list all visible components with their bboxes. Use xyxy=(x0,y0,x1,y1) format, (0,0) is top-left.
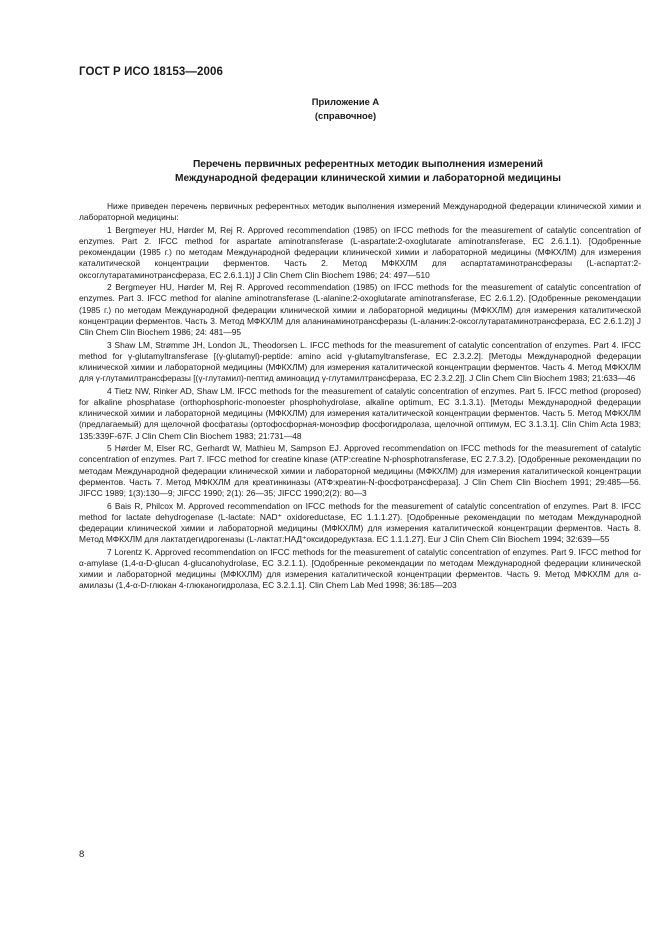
section-title-line-2: Международной федерации клинической химии и лабораторной медицины xyxy=(175,173,561,184)
reference-item-1: 1 Bergmeyer HU, Hørder M, Rej R. Approved recommendation (1985) on IFCC methods for the measurement of catalytic concentration of enzymes. Part 2. IFCC method for aspartate aminotransferase (L-aspartate:2-oxoglutarate aminotransferase, EC 2.6.1.1). [Одобренные рекомендации (1985 г.) по методам Международной федерации клинической химии и лабораторной медицины (МФКХЛМ) для измерения каталитической концентрации ферментов. Часть 2. Метод МФКХЛМ для аспартатаминотрансферазы (L-аспартат:2-оксоглутаратаминотрансфераза, ЕС 2.6.1.1)] J Clin Chem Clin Biochem 1986; 24: 497—510 xyxy=(79,224,641,280)
annex-subtitle: (справочное) xyxy=(314,110,377,121)
section-title xyxy=(79,158,639,186)
reference-item-5: 5 Hørder M, Elser RC, Gerhardt W, Mathieu M, Sampson EJ. Approved recommendation on IFCC methods for the measurement of catalytic concentration of enzymes. Part 7. IFCC method for creatine kinase (ATP:creatine N-phosphotransferase, EC 2.7.3.2). [Одобренные рекомендации по методам Международной федерации клинической химии и лабораторной медицины (МФКХЛМ) для измерения каталитической концентрации ферментов. Часть 7. Метод МФКХЛМ для креатинкиназы (АТФ:креатин-N-фосфотрансфераза]. J Clin Chem Clin Biochem 1991; 29:485—56. JIFCC 1989; 1(3):130—9; JIFCC 1990; 2(1): 26—35; JIFCC 1990;2(2): 80—3 xyxy=(79,443,641,499)
reference-list xyxy=(79,201,641,593)
reference-item-7: 7 Lorentz K. Approved recommendation on IFCC methods for the measurement of catalytic concentration of enzymes. Part 9. IFCC method for α-amylase (1,4-α-D-glucan 4-glucanohydrolase, EC 3.2.1.1). [Одобренные рекомендации по методам Международной федерации клинической химии и лабораторной медицины (МФКХЛМ) для измерения каталитической концентрации ферментов. Часть 9. Метод МФКХЛМ для α-амилазы (1,4-α-D-глюкан 4-глюканогидролаза, ЕС 3.2.1.1]. Clin Chem Lab Med 1998; 36:185—203 xyxy=(79,546,641,591)
reference-item-2: 2 Bergmeyer HU, Hørder M, Rej R. Approved recommendation (1985) on IFCC methods for the measurement of catalytic concentration of enzymes. Part 3. IFCC method for alanine aminotransferase (L-alanine:2-oxoglutarate aminotransferase, EC 2.6.1.2). [Одобренные рекомендации (1985 г.) по методам Международной федерации клинической химии и лабораторной медицины (МФКХЛМ) для измерения каталитической концентрации ферментов. Часть 3. Метод МФКХЛМ для аланинаминотрансферазы (L-аланин:2-оксоглутаратаминотрансфераза, ЕС 2.6.1.2)] J Clin Chem Clin Biochem 1986; 24: 481—95 xyxy=(79,282,641,338)
reference-item-3: 3 Shaw LM, Strømme JH, London JL, Theodorsen L. IFCC methods for the measurement of catalytic concentration of enzymes. Part 4. IFCC method for γ-glutamyltransferase [(γ-glutamyl)-peptide: amino acid γ-glutamyltransferase, EC 2.3.2.2]. [Методы Международной федерации клинической химии и лабораторной медицины (МФКХЛМ) для измерения каталитической концентрации ферментов. Часть 4. Метод МФКХЛМ для γ-глутамилтрансферазы [(γ-глутамил)-пептид аминоацид γ-глутамилтрансфераза, ЕС 2.3.2.2]]. J Clin Chem Clin Biochem 1983; 21:633—46 xyxy=(79,339,641,384)
document-code-header: ГОСТ Р ИСО 18153—2006 xyxy=(79,66,224,78)
section-title-line-1: Перечень первичных референтных методик выполнения измерений xyxy=(192,159,544,170)
annex-heading xyxy=(0,95,661,123)
intro-paragraph: Ниже приведен перечень первичных референтных методик выполнения измерений Международной федерации клинической химии и лабораторной медицины: xyxy=(79,201,641,223)
reference-item-4: 4 Tietz NW, Rinker AD, Shaw LM. IFCC methods for the measurement of catalytic concentration of enzymes. Part 5. IFCC method (proposed) for alkaline phosphatase (orthophosphoric-monoester phosphohydrolase, alkaline optimum, EC 3.1.3.1). [Методы Международной федерации клинической химии и лабораторной медицины (МФКХЛМ) для измерения каталитической концентрации ферментов. Часть 5. Метод МФКХЛМ (предлагаемый) для щелочной фосфатазы (ортофосфорная-моноэфир фосфогидролаза, щелочной оптимум, ЕС 3.1.3.1]. Clin Chim Acta 1983; 135:339F-67F. J Clin Chem Clin Biochem 1983; 21:731—48 xyxy=(79,385,641,441)
reference-item-6: 6 Bais R, Philcox M. Approved recommendation on IFCC methods for the measurement of catalytic concentration of enzymes. Part 8. IFCC method for lactate dehydrogenase (L-lactate: NAD⁺ oxidoreductase, EC 1.1.1.27). [Одобренные рекомендации по методам Международной федерации клинической химии и лабораторной медицины (МФКХЛМ) для измерения каталитической концентрации ферментов. Часть 8. Метод МФКХЛМ для лактатдегидрогеназы (L-лактат:НАД⁺оксидоредуктаза. ЕС 1.1.1.27]. Eur J Clin Chem Clin Biochem 1994; 32:639—55 xyxy=(79,500,641,545)
page-number: 8 xyxy=(79,849,85,860)
annex-title: Приложение А xyxy=(311,96,380,107)
